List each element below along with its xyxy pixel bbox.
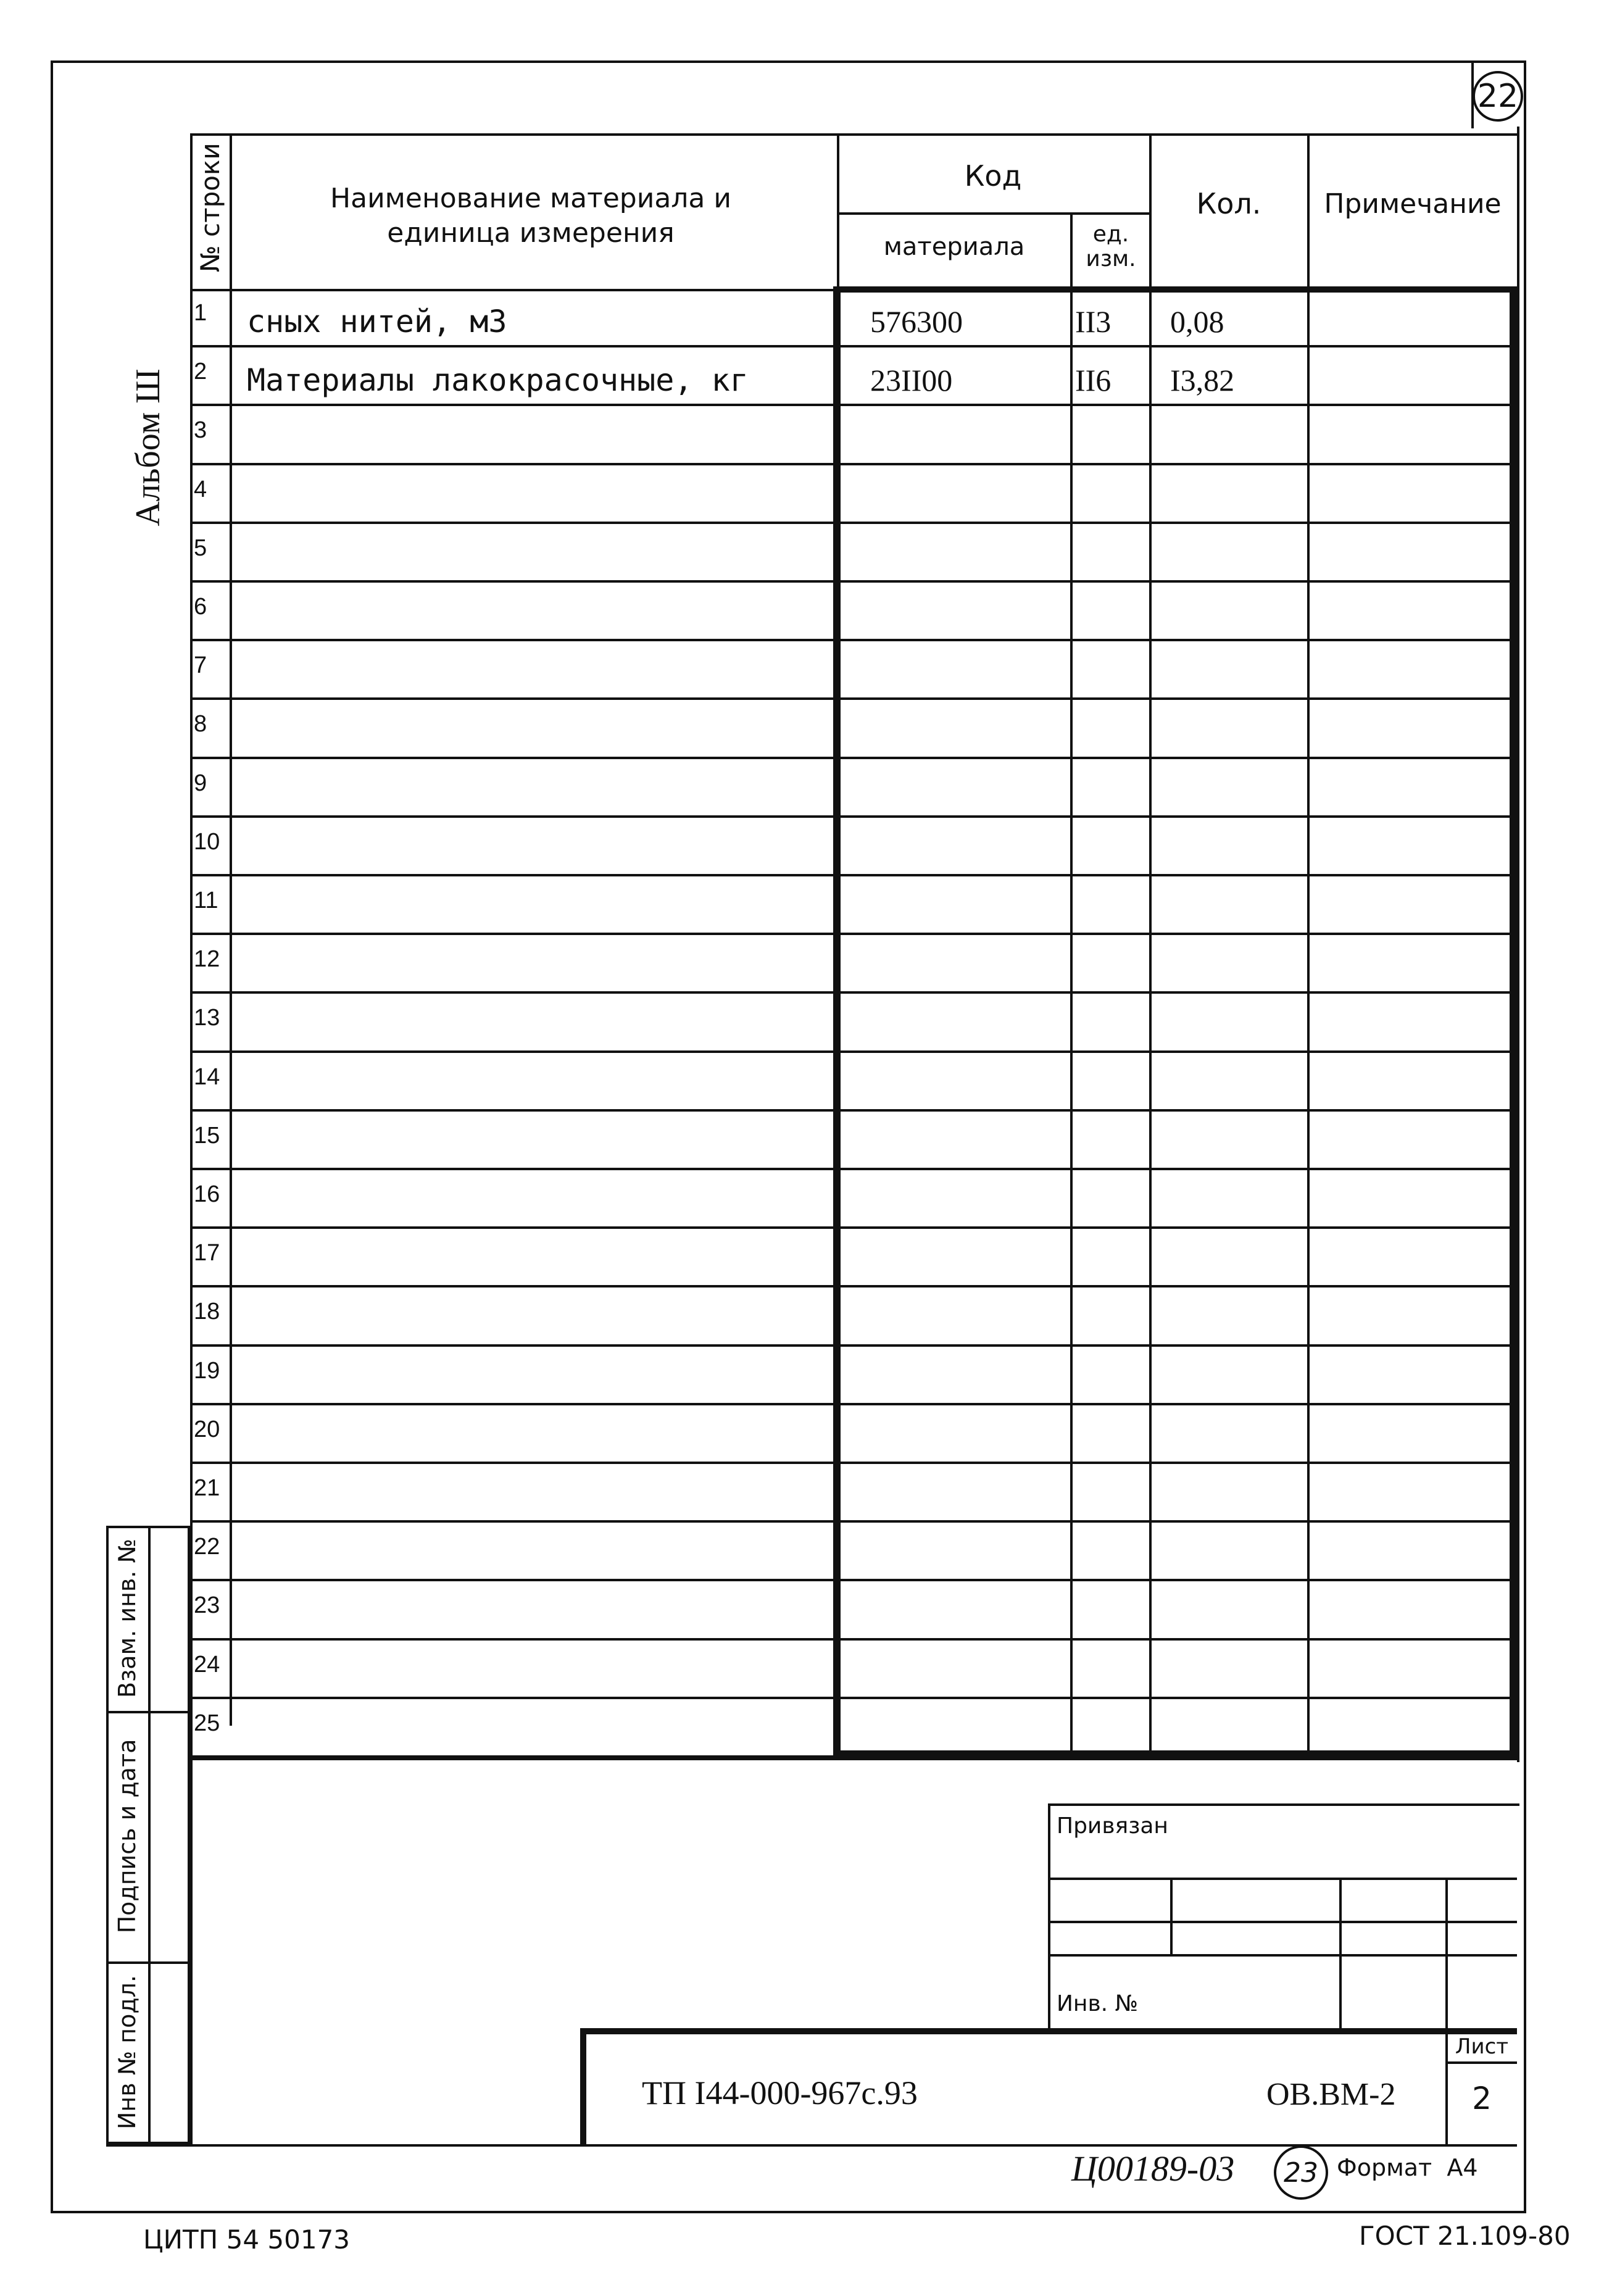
row-number: 3 (194, 417, 207, 444)
sheet-label: Лист (1455, 2034, 1509, 2059)
row-number: 24 (194, 1651, 220, 1678)
album-label: Альбом Ш (129, 368, 167, 526)
row-number: 21 (194, 1475, 220, 1501)
row-number: 11 (194, 888, 218, 913)
row-number: 14 (194, 1063, 220, 1090)
handwritten-code: Ц00189-03 (1071, 2148, 1235, 2189)
row-number: 18 (194, 1299, 220, 1325)
circled-number-text: 23 (1284, 2157, 1318, 2189)
standard: ГОСТ 21.109-80 (1359, 2221, 1571, 2251)
row-material-code: 23II00 (870, 363, 953, 398)
header-name: Наименование материала и единица измерения (330, 183, 731, 249)
row-number: 12 (194, 946, 220, 973)
row-number: 23 (194, 1592, 220, 1619)
row-unit-code: II6 (1075, 363, 1112, 398)
doc-mark: ОВ.ВМ-2 (1266, 2077, 1396, 2112)
row-number: 2 (194, 359, 207, 385)
row-number: 15 (194, 1122, 220, 1149)
row-number: 7 (194, 652, 207, 679)
sheet-number-text: 22 (1477, 78, 1519, 115)
row-number: 25 (194, 1710, 220, 1736)
format-label: Формат А4 (1337, 2154, 1478, 2181)
left-code: ЦИТП 54 50173 (143, 2224, 351, 2255)
bold-frame (833, 286, 1517, 1758)
inv-original-label: Инв № подл. (114, 1974, 141, 2130)
row-number: 10 (194, 828, 220, 855)
sheet-value: 2 (1472, 2081, 1492, 2116)
row-unit-code: II3 (1075, 304, 1112, 339)
row-name: сных нитей, м3 (247, 304, 507, 339)
row-material-code: 576300 (870, 304, 963, 339)
row-number: 1 (194, 300, 207, 326)
signature-date-label: Подпись и дата (114, 1739, 141, 1934)
row-number: 6 (194, 594, 207, 620)
row-number: 22 (194, 1534, 220, 1560)
row-quantity: I3,82 (1170, 363, 1235, 398)
row-number: 4 (194, 476, 207, 502)
replaced-inv-label: Взам. инв. № (114, 1539, 141, 1699)
row-number: 9 (194, 770, 207, 796)
header-row-number: № строки (195, 143, 225, 272)
row-number: 13 (194, 1005, 220, 1031)
row-quantity: 0,08 (1170, 304, 1224, 339)
header-quantity: Кол. (1196, 187, 1261, 220)
row-name: Материалы лакокрасочные, кг (247, 362, 749, 399)
doc-code: ТП I44-000-967с.93 (642, 2074, 918, 2111)
row-number: 8 (194, 711, 207, 738)
header-code-unit: ед. изм. (1086, 222, 1136, 272)
row-number: 5 (194, 534, 207, 561)
header-code-material: материала (883, 233, 1025, 261)
header-code: Код (964, 159, 1022, 193)
linked-label: Привязан (1057, 1813, 1168, 1839)
row-number: 19 (194, 1357, 220, 1384)
inv-no-label: Инв. № (1057, 1991, 1139, 2016)
row-number: 20 (194, 1416, 220, 1442)
row-number: 16 (194, 1181, 220, 1207)
circled-number (1274, 2145, 1328, 2200)
header-note: Примечание (1324, 188, 1502, 220)
row-number: 17 (194, 1240, 220, 1267)
